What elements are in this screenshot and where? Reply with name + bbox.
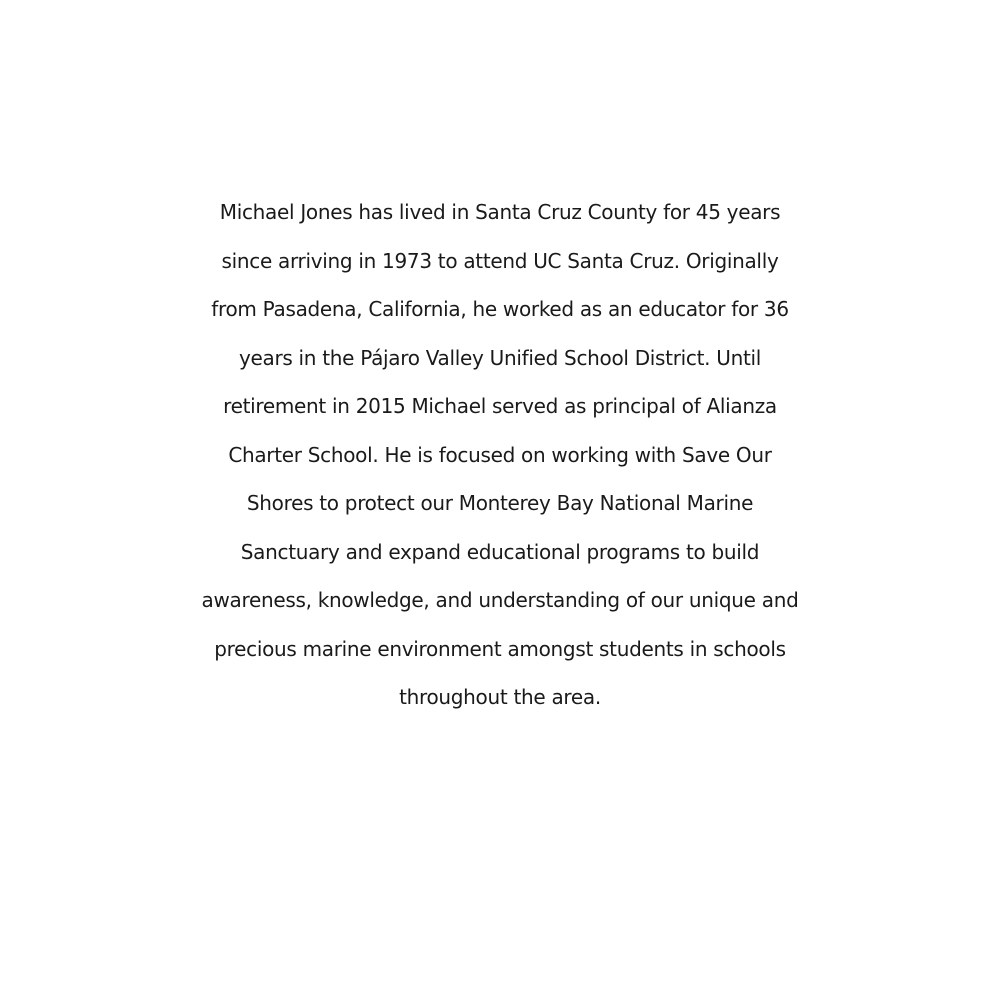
bio-line: retirement in 2015 Michael served as principal of Alianza — [223, 394, 777, 418]
bio-line: since arriving in 1973 to attend UC Santa Cruz. Originally — [221, 248, 779, 273]
bio-line: Charter School. He is focused on working with Save Our — [228, 442, 772, 467]
bio-line: precious marine environment amongst students in schools — [214, 636, 786, 661]
bio-line: from Pasadena, California, he worked as an educator for 36 — [211, 297, 789, 321]
bio-line: Michael Jones has lived in Santa Cruz County for 45 years — [219, 200, 781, 224]
bio-line: awareness, knowledge, and understanding of our unique and — [201, 588, 799, 612]
bio-line: Sanctuary and expand educational programs to build — [240, 539, 760, 564]
bio-line: throughout the area. — [399, 685, 601, 709]
bio-line: Shores to protect our Monterey Bay National Marine — [246, 491, 754, 515]
bio-line: years in the Pájaro Valley Unified School District. Until — [238, 345, 762, 370]
bio-paragraph — [0, 188, 1000, 722]
